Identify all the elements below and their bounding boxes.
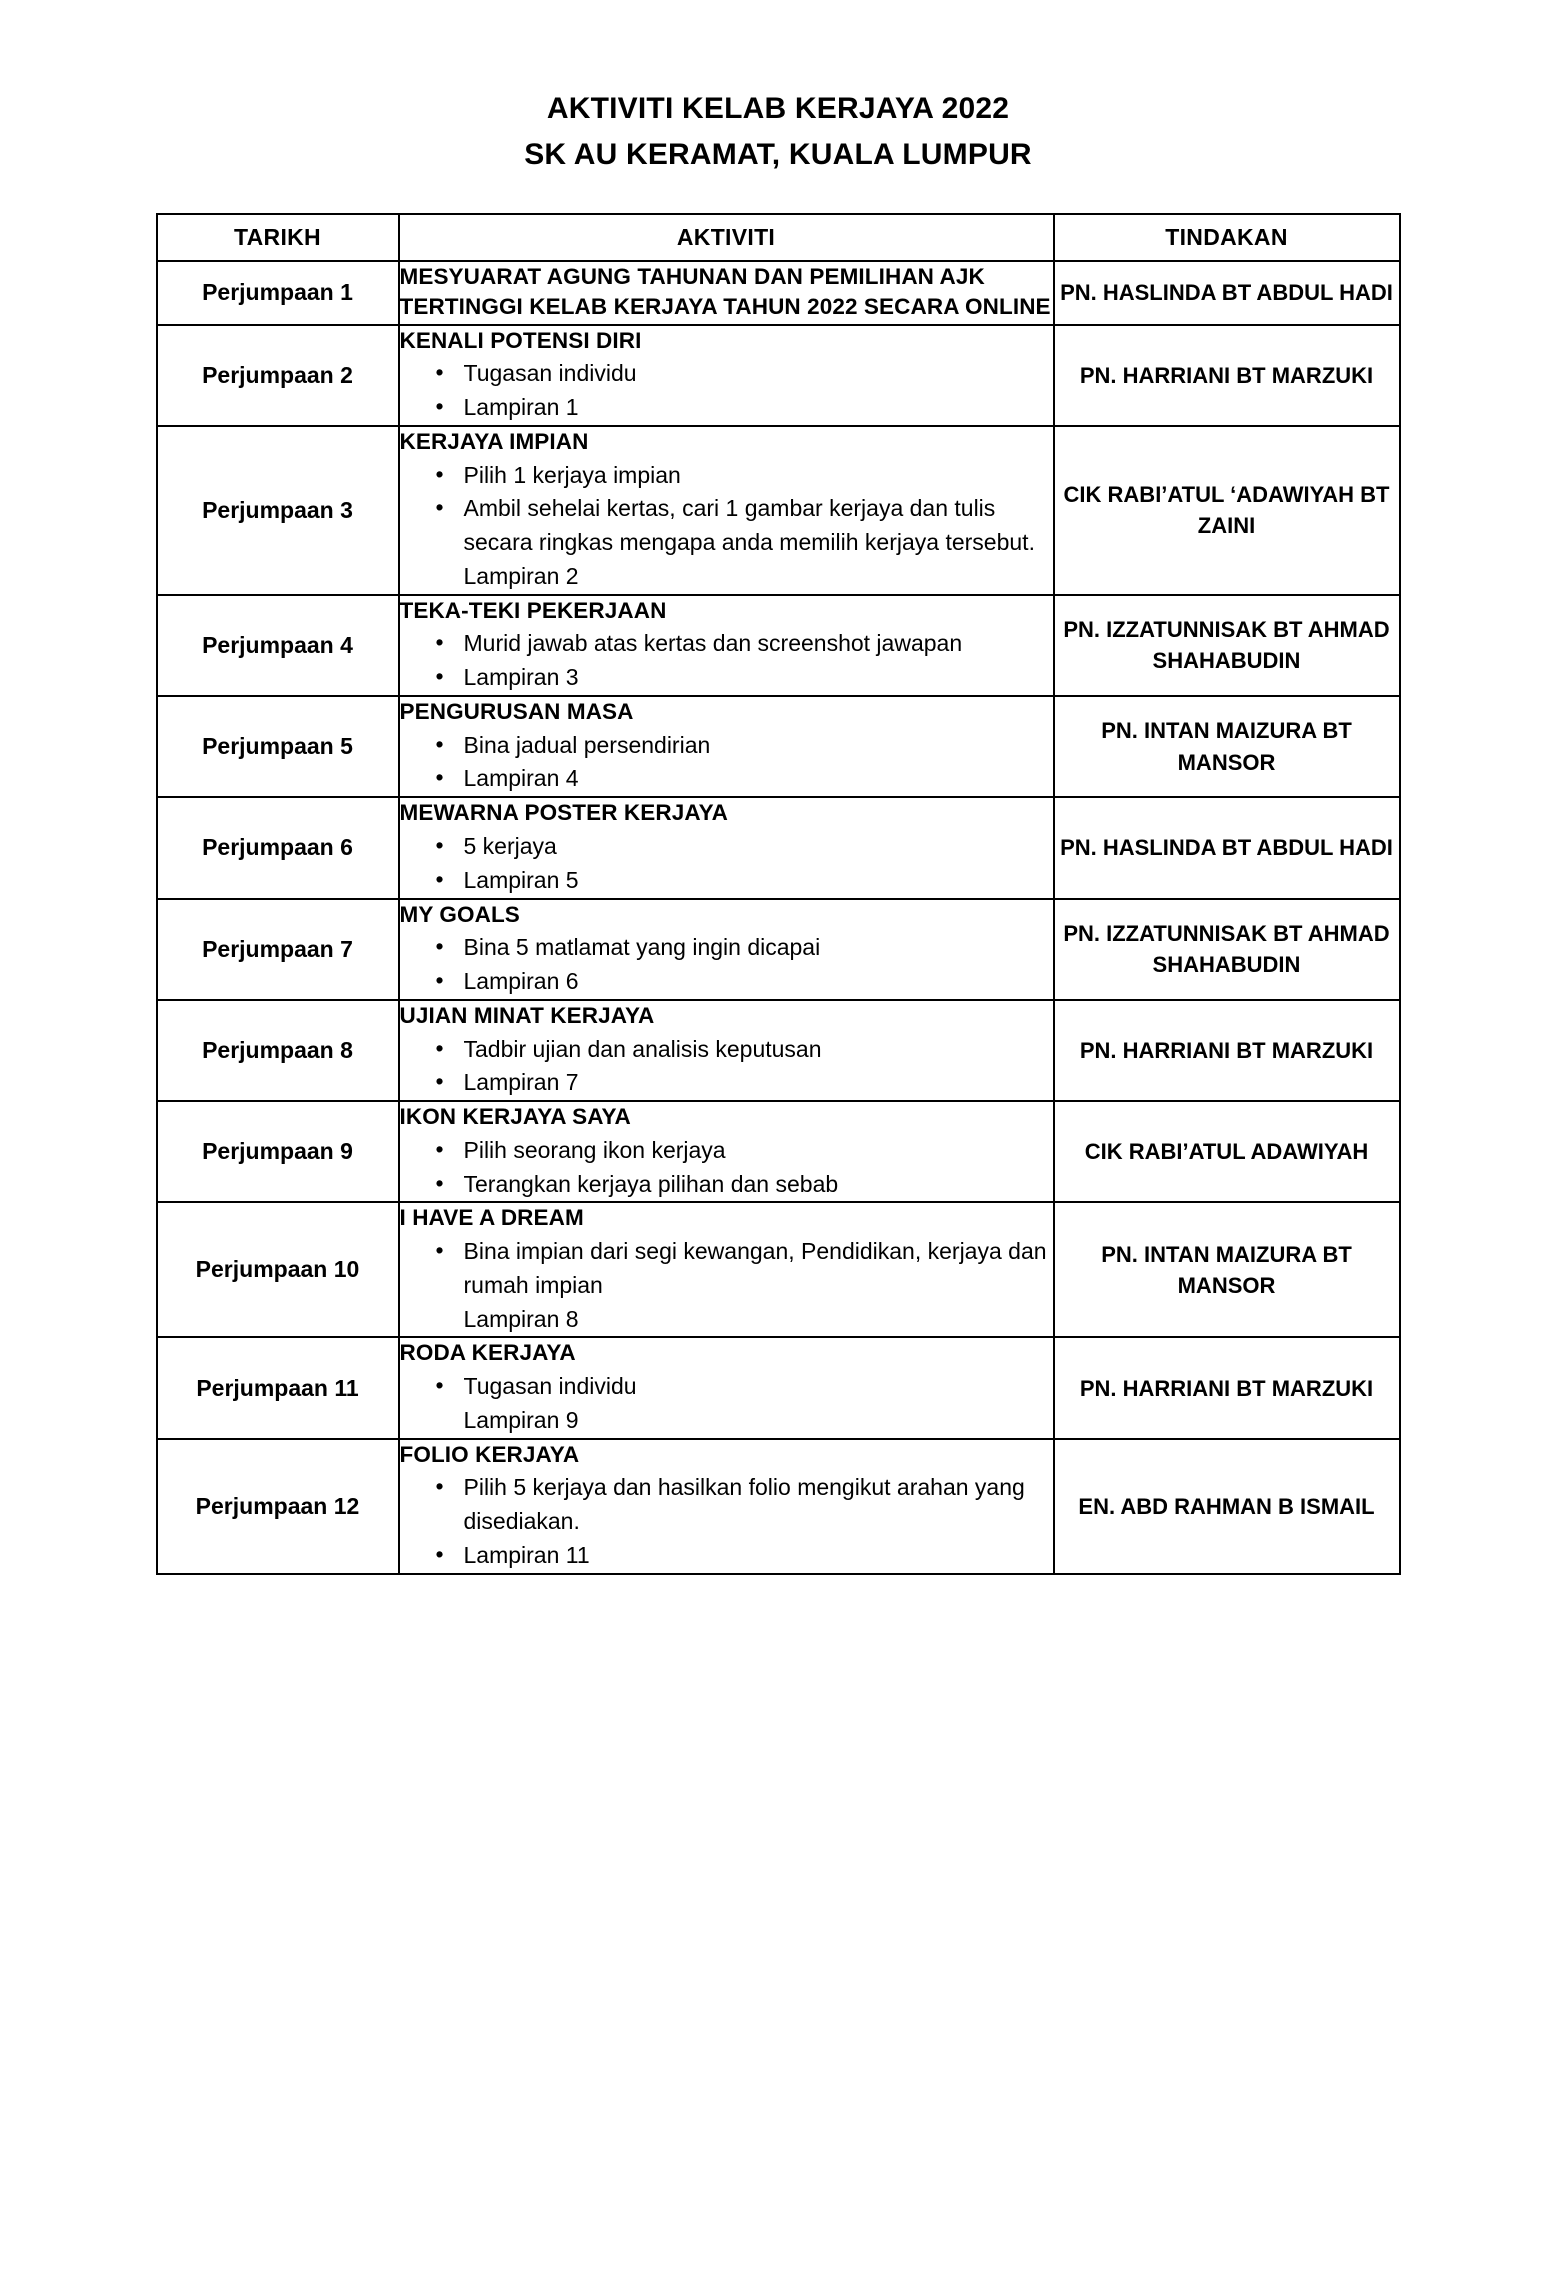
- activity-title: KENALI POTENSI DIRI: [399, 327, 642, 353]
- cell-tarikh: Perjumpaan 3: [157, 426, 399, 595]
- activity-title: KERJAYA IMPIAN: [399, 428, 589, 454]
- activity-bullet-item: • Lampiran 6: [400, 965, 1053, 999]
- cell-aktiviti: [399, 1000, 1054, 1101]
- column-header-tindakan: TINDAKAN: [1054, 214, 1400, 261]
- activity-bullet-item: • Tadbir ujian dan analisis keputusan: [400, 1033, 1053, 1067]
- document-title-line-1: AKTIVITI KELAB KERJAYA 2022: [546, 92, 1010, 125]
- cell-aktiviti: [399, 797, 1054, 898]
- activity-title: MY GOALS: [399, 901, 520, 927]
- table-row: [157, 261, 1400, 324]
- cell-tarikh: Perjumpaan 6: [157, 797, 399, 898]
- activity-bullet-item: • Pilih 5 kerjaya dan hasilkan folio mengikut arahan yang disediakan.: [400, 1471, 1053, 1539]
- table-row: [157, 1101, 1400, 1202]
- cell-tindakan: PN. HARRIANI BT MARZUKI: [1054, 1337, 1400, 1438]
- table-row: [157, 1337, 1400, 1438]
- activity-plain-item: Lampiran 9: [463, 1406, 579, 1433]
- activity-bullet-item: • 5 kerjaya: [400, 830, 1053, 864]
- activity-title: MEWARNA POSTER KERJAYA: [399, 800, 729, 826]
- cell-tindakan: PN. IZZATUNNISAK BT AHMAD SHAHABUDIN: [1054, 899, 1400, 1000]
- activity-bullet-item: • Terangkan kerjaya pilihan dan sebab: [400, 1168, 1053, 1202]
- activity-detail-list: [400, 1235, 1053, 1336]
- table-row: [157, 325, 1400, 426]
- activity-bullet-item: • Pilih 1 kerjaya impian: [400, 459, 1053, 493]
- cell-tarikh: Perjumpaan 8: [157, 1000, 399, 1101]
- activity-title: RODA KERJAYA: [399, 1340, 576, 1366]
- cell-tarikh: Perjumpaan 7: [157, 899, 399, 1000]
- table-header-row: [157, 214, 1400, 261]
- activity-plain-item: Lampiran 8: [463, 1305, 579, 1332]
- cell-aktiviti: [399, 1101, 1054, 1202]
- table-header: [157, 214, 1400, 261]
- cell-tindakan: PN. HARRIANI BT MARZUKI: [1054, 325, 1400, 426]
- cell-tindakan: PN. HARRIANI BT MARZUKI: [1054, 1000, 1400, 1101]
- activity-bullet-item: • Bina 5 matlamat yang ingin dicapai: [400, 931, 1053, 965]
- cell-tarikh: Perjumpaan 2: [157, 325, 399, 426]
- activity-title: FOLIO KERJAYA: [399, 1441, 580, 1467]
- cell-aktiviti: [399, 595, 1054, 696]
- cell-tindakan: CIK RABI’ATUL ADAWIYAH: [1054, 1101, 1400, 1202]
- cell-tindakan: PN. HASLINDA BT ABDUL HADI: [1054, 797, 1400, 898]
- activity-detail-list: [400, 1033, 1053, 1101]
- activity-bullet-item: • Lampiran 7: [400, 1066, 1053, 1100]
- activity-bullet-item: • Lampiran 3: [400, 661, 1053, 695]
- table-row: [157, 797, 1400, 898]
- cell-aktiviti: [399, 261, 1054, 324]
- table-row: [157, 595, 1400, 696]
- cell-aktiviti: [399, 696, 1054, 797]
- table-row: [157, 1439, 1400, 1574]
- cell-aktiviti: [399, 1337, 1054, 1438]
- activity-detail-list: [400, 1134, 1053, 1202]
- activity-bullet-item: • Bina jadual persendirian: [400, 729, 1053, 763]
- activity-bullet-item: • Lampiran 5: [400, 864, 1053, 898]
- document-header: [0, 86, 1556, 177]
- cell-tindakan: EN. ABD RAHMAN B ISMAIL: [1054, 1439, 1400, 1574]
- cell-tindakan: PN. HASLINDA BT ABDUL HADI: [1054, 261, 1400, 324]
- activity-detail-list: [400, 931, 1053, 999]
- activity-schedule-table: [156, 213, 1401, 1575]
- table-row: [157, 899, 1400, 1000]
- cell-aktiviti: [399, 1202, 1054, 1337]
- activity-bullet-item: • Bina impian dari segi kewangan, Pendidikan, kerjaya dan rumah impian: [400, 1235, 1053, 1303]
- cell-tarikh: Perjumpaan 4: [157, 595, 399, 696]
- cell-tarikh: Perjumpaan 1: [157, 261, 399, 324]
- table-row: [157, 696, 1400, 797]
- activity-bullet-item: • Ambil sehelai kertas, cari 1 gambar kerjaya dan tulis secara ringkas mengapa anda memilih kerjaya tersebut.: [400, 492, 1053, 560]
- activity-title: I HAVE A DREAM: [399, 1205, 584, 1231]
- activity-detail-list: [400, 1471, 1053, 1572]
- activity-detail-list: [400, 357, 1053, 425]
- cell-tarikh: Perjumpaan 9: [157, 1101, 399, 1202]
- cell-tarikh: Perjumpaan 10: [157, 1202, 399, 1337]
- activity-detail-list: [400, 627, 1053, 695]
- activity-bullet-item: • Tugasan individu: [400, 1370, 1053, 1404]
- activity-detail-list: [400, 830, 1053, 898]
- table-row: [157, 426, 1400, 595]
- table-row: [157, 1202, 1400, 1337]
- activity-title: PENGURUSAN MASA: [399, 699, 634, 724]
- cell-tindakan: PN. INTAN MAIZURA BT MANSOR: [1054, 1202, 1400, 1337]
- cell-aktiviti: [399, 426, 1054, 595]
- table-body: [157, 261, 1400, 1574]
- cell-tindakan: PN. INTAN MAIZURA BT MANSOR: [1054, 696, 1400, 797]
- cell-tindakan: PN. IZZATUNNISAK BT AHMAD SHAHABUDIN: [1054, 595, 1400, 696]
- cell-tarikh: Perjumpaan 11: [157, 1337, 399, 1438]
- activity-bullet-item: • Lampiran 1: [400, 391, 1053, 425]
- activity-bullet-item: • Lampiran 4: [400, 762, 1053, 796]
- activity-title: TEKA-TEKI PEKERJAAN: [399, 597, 667, 623]
- document-page: [0, 86, 1556, 2286]
- activity-detail-list: [400, 729, 1053, 797]
- cell-tarikh: Perjumpaan 12: [157, 1439, 399, 1574]
- column-header-tarikh: TARIKH: [157, 214, 399, 261]
- activity-bullet-item: • Murid jawab atas kertas dan screenshot jawapan: [400, 627, 1053, 661]
- activity-title: UJIAN MINAT KERJAYA: [399, 1002, 655, 1028]
- activity-bullet-item: • Pilih seorang ikon kerjaya: [400, 1134, 1053, 1168]
- cell-aktiviti: [399, 1439, 1054, 1574]
- cell-tindakan: CIK RABI’ATUL ‘ADAWIYAH BT ZAINI: [1054, 426, 1400, 595]
- cell-aktiviti: [399, 899, 1054, 1000]
- document-title-line-2: SK AU KERAMAT, KUALA LUMPUR: [524, 137, 1032, 171]
- activity-plain-item: Lampiran 2: [463, 562, 579, 589]
- activity-bullet-item: • Lampiran 11: [400, 1539, 1053, 1573]
- activity-bullet-item: • Tugasan individu: [400, 357, 1053, 391]
- cell-aktiviti: [399, 325, 1054, 426]
- cell-tarikh: Perjumpaan 5: [157, 696, 399, 797]
- activity-title: IKON KERJAYA SAYA: [399, 1104, 631, 1130]
- activity-title: MESYUARAT AGUNG TAHUNAN DAN PEMILIHAN AJK TERTINGGI KELAB KERJAYA TAHUN 2022 SECARA ONLINE: [399, 264, 1051, 319]
- column-header-aktiviti: AKTIVITI: [399, 214, 1054, 261]
- activity-detail-list: [400, 1370, 1053, 1438]
- table-row: [157, 1000, 1400, 1101]
- activity-detail-list: [400, 459, 1053, 594]
